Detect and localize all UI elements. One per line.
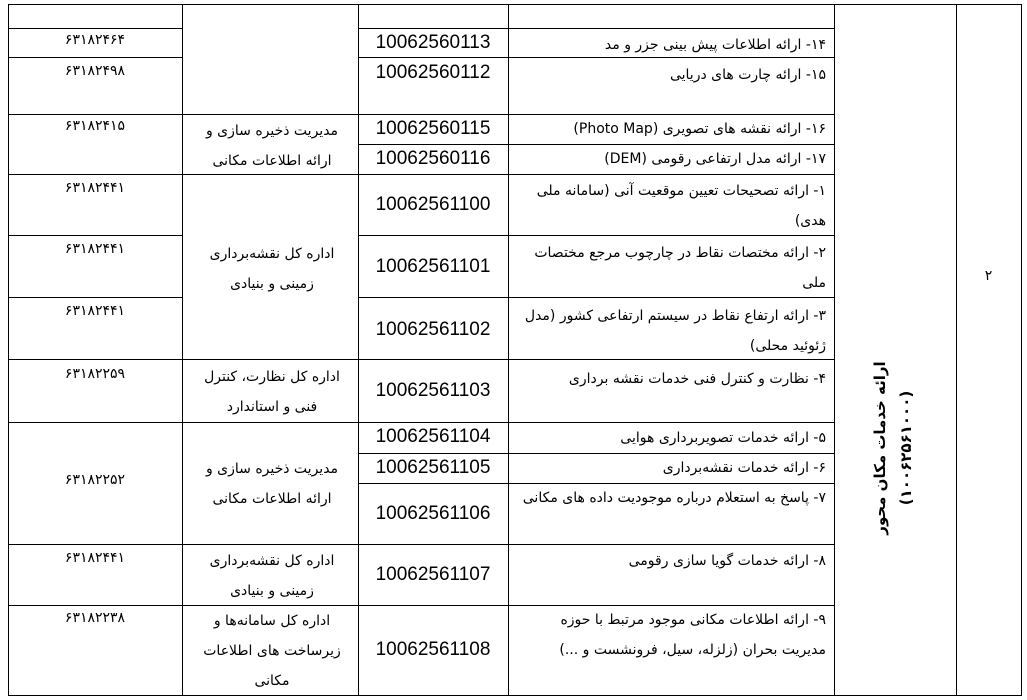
service-description: ۵- ارائه خدمات تصویربرداری هوایی — [620, 430, 826, 446]
responsible-unit: اداره کل سامانه‌ها و زیرساخت های اطلاعات مکانی — [203, 613, 341, 689]
row-border — [8, 422, 182, 423]
category-title-line1: ارائه خدمات مکان محور — [871, 361, 889, 535]
row-border — [8, 28, 182, 29]
service-description: ۱۵- ارائه چارت های دریایی — [669, 67, 826, 83]
phone-number: ۶۳۱۸۲۴۴۱ — [64, 303, 126, 319]
responsible-unit: اداره کل نقشه‌برداری زمینی و بنیادی — [209, 246, 335, 292]
phone-number: ۶۳۱۸۲۲۳۸ — [64, 610, 126, 626]
phone-number: ۶۳۱۸۲۴۴۱ — [64, 180, 126, 196]
row-border — [8, 235, 182, 236]
row-border — [358, 28, 834, 29]
service-description: ۱- ارائه تصحیحات تعیین موقعیت آنی (سامانه ملی هدی) — [536, 183, 826, 229]
service-code: 10062561103 — [375, 380, 491, 401]
service-code: 10062561102 — [375, 319, 491, 340]
phone-number: ۶۳۱۸۲۴۴۱ — [64, 241, 126, 257]
service-description: ۱۶- ارائه نقشه های تصویری (Photo Map) — [573, 121, 826, 137]
row-border — [8, 359, 182, 360]
service-code: 10062561105 — [375, 457, 491, 478]
row-border — [182, 359, 358, 360]
row-border — [8, 114, 182, 115]
row-border — [8, 605, 182, 606]
service-description: ۲- ارائه مختصات نقاط در چارچوب مرجع مختصات ملی — [534, 245, 826, 291]
row-border — [358, 174, 834, 175]
service-description: ۹- ارائه اطلاعات مکانی موجود مرتبط با حوزه مدیریت بحران (زلزله، سیل، فرونشست و ...) — [559, 612, 826, 658]
row-border — [8, 695, 182, 696]
row-border — [834, 695, 1021, 696]
row-border — [182, 544, 358, 545]
service-description: ۸- ارائه خدمات گویا سازی رقومی — [628, 553, 826, 569]
responsible-unit: مدیریت ذخیره سازی و ارائه اطلاعات مکانی — [205, 123, 339, 169]
service-code: 10062561106 — [375, 503, 491, 524]
service-code: 10062560112 — [375, 62, 491, 83]
row-border — [8, 57, 182, 58]
phone-number: ۶۳۱۸۲۴۹۸ — [64, 63, 126, 79]
row-border — [182, 114, 358, 115]
column-divider — [358, 4, 359, 696]
column-divider — [508, 4, 509, 696]
service-code: 10062561104 — [375, 426, 491, 447]
column-divider — [182, 4, 183, 696]
category-title — [867, 298, 923, 598]
row-border — [8, 544, 182, 545]
phone-number: ۶۳۱۸۲۴۶۴ — [64, 32, 126, 48]
service-description: ۶- ارائه خدمات نقشه‌برداری — [662, 460, 826, 476]
responsible-unit: اداره کل نقشه‌برداری زمینی و بنیادی — [209, 553, 335, 599]
phone-number: ۶۳۱۸۲۴۱۵ — [64, 118, 126, 134]
phone-number: ۶۳۱۸۲۲۵۹ — [64, 366, 126, 382]
category-code-line2: (۱۰۰۶۲۵۶۱۰۰۰) — [897, 390, 915, 506]
service-code: 10062560116 — [375, 148, 491, 169]
row-border — [358, 544, 834, 545]
service-description: ۴- نظارت و کنترل فنی خدمات نقشه برداری — [568, 371, 826, 387]
service-description: ۷- پاسخ به استعلام درباره موجودیت داده های مکانی — [522, 490, 826, 506]
phone-number: ۶۳۱۸۲۴۴۱ — [64, 550, 126, 566]
row-border — [834, 4, 1021, 5]
responsible-unit: مدیریت ذخیره سازی و ارائه اطلاعات مکانی — [205, 461, 339, 507]
service-code: 10062561107 — [375, 564, 491, 585]
table-border-left — [8, 4, 9, 696]
service-code: 10062561100 — [375, 194, 491, 215]
service-code: 10062560115 — [375, 118, 491, 139]
row-number: ۲ — [984, 268, 993, 284]
row-border — [8, 174, 182, 175]
service-description: ۳- ارائه ارتفاع نقاط در سیستم ارتفاعی کشور (مدل ژئوئید محلی) — [524, 308, 826, 354]
service-description: ۱۷- ارائه مدل ارتفاعی رقومی (DEM) — [604, 151, 826, 167]
row-border — [182, 422, 358, 423]
service-description: ۱۴- ارائه اطلاعات پیش بینی جزر و مد — [604, 37, 826, 53]
row-border — [358, 4, 834, 5]
phone-number: ۶۳۱۸۲۲۵۲ — [64, 472, 126, 488]
column-divider — [834, 4, 835, 696]
service-code: 10062560113 — [375, 32, 491, 53]
row-border — [8, 4, 182, 5]
table-border-right — [1021, 4, 1022, 696]
row-border — [358, 695, 834, 696]
responsible-unit: اداره کل نظارت، کنترل فنی و استاندارد — [204, 369, 340, 415]
row-border — [182, 4, 358, 5]
service-code: 10062561101 — [375, 256, 491, 277]
service-code: 10062561108 — [375, 639, 491, 660]
row-border — [8, 297, 182, 298]
column-divider — [956, 4, 957, 696]
